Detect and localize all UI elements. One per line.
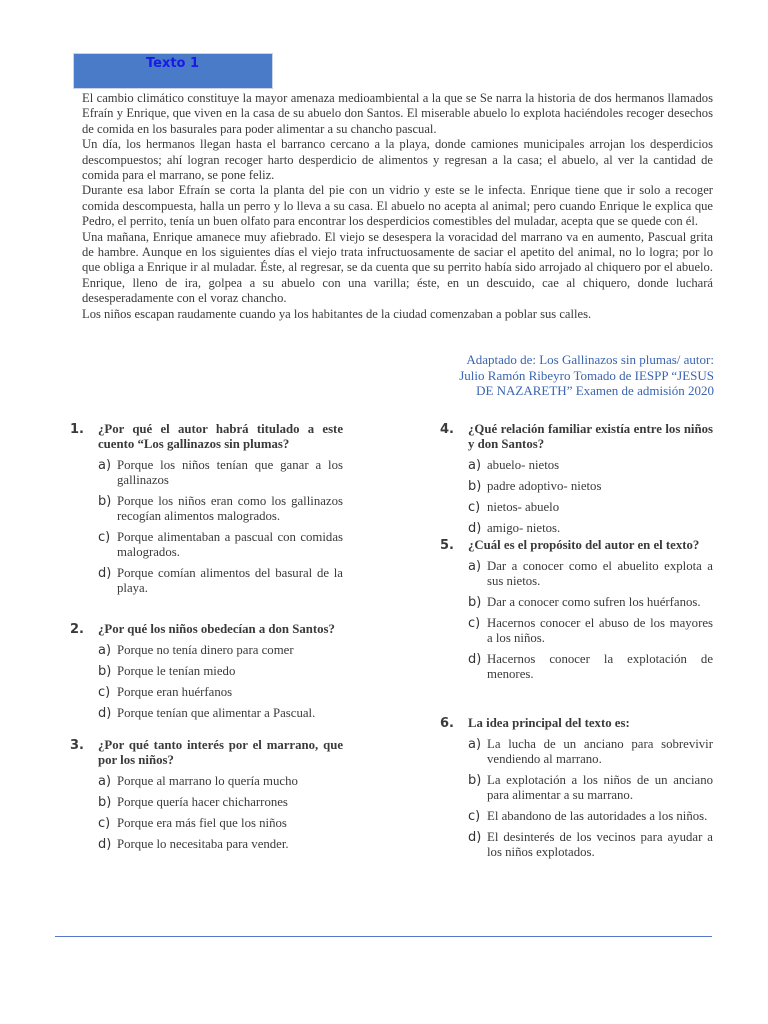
option-b — [468, 595, 713, 610]
question-1 — [70, 422, 343, 596]
option-letter: d) — [468, 830, 482, 845]
option-d — [468, 521, 713, 536]
source-line: Adaptado de: Los Gallinazos sin plumas/ autor: — [466, 352, 714, 367]
option-letter: a) — [468, 559, 482, 574]
footer-divider — [55, 936, 712, 937]
option-text: nietos- abuelo — [487, 500, 560, 514]
passage-paragraph: El cambio climático constituye la mayor amenaza medioambiental a la que se Se narra la historia de dos hermanos llamados Efraín y Enrique, que viven en la casa de su abuelo don Santos. El miserable abuelo lo explota haciéndoles recoger desechos de comida en los basurales para poder alimentar a su chancho pascual. — [82, 91, 713, 136]
question-number: 5. — [440, 538, 454, 553]
option-text: amigo- nietos. — [487, 521, 561, 535]
option-c — [468, 616, 713, 646]
option-letter: d) — [98, 566, 112, 581]
option-b — [98, 664, 343, 679]
option-letter: d) — [98, 706, 112, 721]
reading-passage — [82, 91, 713, 322]
option-b — [468, 773, 713, 803]
option-d — [98, 837, 343, 852]
option-d — [468, 830, 713, 860]
passage-paragraph: Un día, los hermanos llegan hasta el barranco cercano a la playa, donde camiones municipales arrojan los desperdicios descompuestos; ahí logran recoger harto desperdicio de alimentos y regresan a la casa; el abuelo, al ver la cantidad de comida para el marrano, se pone feliz. — [82, 137, 713, 183]
option-text: Hacernos conocer el abuso de los mayores a los niños. — [487, 616, 713, 645]
option-d — [98, 566, 343, 596]
option-d — [98, 706, 343, 721]
option-letter: b) — [98, 795, 112, 810]
option-letter: d) — [468, 521, 482, 536]
option-text: Dar a conocer como el abuelito explota a sus nietos. — [487, 559, 713, 588]
option-text: El desinterés de los vecinos para ayudar a los niños explotados. — [487, 830, 713, 859]
option-letter: b) — [98, 494, 112, 509]
option-c — [98, 685, 343, 700]
option-letter: a) — [98, 774, 112, 789]
option-letter: b) — [468, 479, 482, 494]
option-letter: c) — [468, 500, 481, 515]
document-title: Texto 1 — [146, 56, 200, 71]
option-letter: a) — [468, 458, 482, 473]
option-c — [468, 809, 713, 824]
option-text: padre adoptivo- nietos — [487, 479, 602, 493]
option-b — [468, 479, 713, 494]
option-a — [98, 458, 343, 488]
option-letter: a) — [98, 643, 112, 658]
question-text: ¿Cuál es el propósito del autor en el texto? — [468, 538, 700, 552]
question-number: 3. — [70, 738, 84, 753]
option-text: La lucha de un anciano para sobrevivir vendiendo al marrano. — [487, 737, 713, 766]
question-text: ¿Por qué los niños obedecían a don Santos? — [98, 622, 335, 636]
question-6 — [440, 716, 713, 860]
option-c — [98, 530, 343, 560]
option-letter: d) — [468, 652, 482, 667]
option-letter: b) — [468, 595, 482, 610]
option-text: Porque los niños tenían que ganar a los gallinazos — [117, 458, 343, 487]
option-letter: c) — [98, 816, 111, 831]
question-3 — [70, 738, 343, 852]
source-line: Julio Ramón Ribeyro Tomado de IESPP “JESUS — [459, 367, 714, 383]
option-text: Porque lo necesitaba para vender. — [117, 837, 289, 851]
option-letter: c) — [468, 616, 481, 631]
option-a — [98, 774, 343, 789]
question-number: 6. — [440, 716, 454, 731]
option-text: Porque comían alimentos del basural de la playa. — [117, 566, 343, 595]
option-text: Hacernos conocer la explotación de menores. — [487, 652, 713, 681]
option-b — [98, 795, 343, 810]
option-text: Porque eran huérfanos — [117, 685, 233, 699]
option-a — [468, 737, 713, 767]
option-text: Porque le tenían miedo — [117, 664, 236, 678]
question-4 — [440, 422, 713, 536]
question-text: ¿Por qué el autor habrá titulado a este cuento “Los gallinazos sin plumas? — [98, 422, 343, 451]
option-a — [468, 559, 713, 589]
passage-paragraph: Durante esa labor Efraín se corta la planta del pie con un vidrio y este se le infecta. Enrique tiene que ir solo a recoger comida descompuesta, halla un perro y lo lleva a su casa. El abuelo no acepta al animal; pero cuando Enrique le explica que Pedro, el perrito, tenía un buen olfato para encontrar los desperdicios comestibles del muladar, acepta que se quede con él. — [82, 183, 713, 229]
question-text: La idea principal del texto es: — [468, 716, 630, 730]
option-letter: b) — [468, 773, 482, 788]
option-c — [468, 500, 713, 515]
option-letter: c) — [468, 809, 481, 824]
question-2 — [70, 622, 343, 721]
option-text: Porque al marrano lo quería mucho — [117, 774, 298, 788]
option-text: abuelo- nietos — [487, 458, 560, 472]
question-number: 2. — [70, 622, 84, 637]
option-text: Porque tenían que alimentar a Pascual. — [117, 706, 316, 720]
question-number: 1. — [70, 422, 84, 437]
question-number: 4. — [440, 422, 454, 437]
option-letter: c) — [98, 530, 111, 545]
source-line: DE NAZARETH” Examen de admisión 2020 — [476, 383, 714, 398]
option-d — [468, 652, 713, 682]
option-letter: d) — [98, 837, 112, 852]
option-text: Porque no tenía dinero para comer — [117, 643, 294, 657]
option-text: La explotación a los niños de un anciano para alimentar a su marrano. — [487, 773, 713, 802]
option-letter: a) — [98, 458, 112, 473]
passage-paragraph: Los niños escapan raudamente cuando ya los habitantes de la ciudad comenzaban a poblar sus calles. — [82, 306, 592, 321]
option-text: Dar a conocer como sufren los huérfanos. — [487, 595, 701, 609]
option-a — [468, 458, 713, 473]
option-letter: c) — [98, 685, 111, 700]
option-c — [98, 816, 343, 831]
question-5 — [440, 538, 713, 682]
title-box — [73, 53, 273, 89]
question-text: ¿Qué relación familiar existía entre los niños y don Santos? — [468, 422, 713, 451]
option-text: El abandono de las autoridades a los niños. — [487, 809, 708, 823]
option-text: Porque los niños eran como los gallinazos recogían alimentos malogrados. — [117, 494, 343, 523]
option-b — [98, 494, 343, 524]
passage-paragraph: Una mañana, Enrique amanece muy afiebrado. El viejo se desespera la voracidad del marrano va en aumento, Pascual grita de hambre. Aunque en los siguientes días el viejo trata infructuosamente de saciar el apetito del animal, no lo logra; por lo que obliga a Enrique ir al muladar. Éste, al regresar, se da cuenta que su perrito había sido arrojado al chiquero por el abuelo. Enrique, lleno de ira, golpea a su abuelo con una varilla; éste, en un descuido, cae al chiquero, donde luchará desesperadamente con el voraz chancho. — [82, 229, 713, 306]
option-text: Porque alimentaban a pascual con comidas malogrados. — [117, 530, 343, 559]
source-citation — [430, 352, 714, 399]
option-text: Porque quería hacer chicharrones — [117, 795, 288, 809]
option-text: Porque era más fiel que los niños — [117, 816, 287, 830]
option-letter: b) — [98, 664, 112, 679]
question-text: ¿Por qué tanto interés por el marrano, que por los niños? — [98, 738, 343, 767]
option-a — [98, 643, 343, 658]
option-letter: a) — [468, 737, 482, 752]
